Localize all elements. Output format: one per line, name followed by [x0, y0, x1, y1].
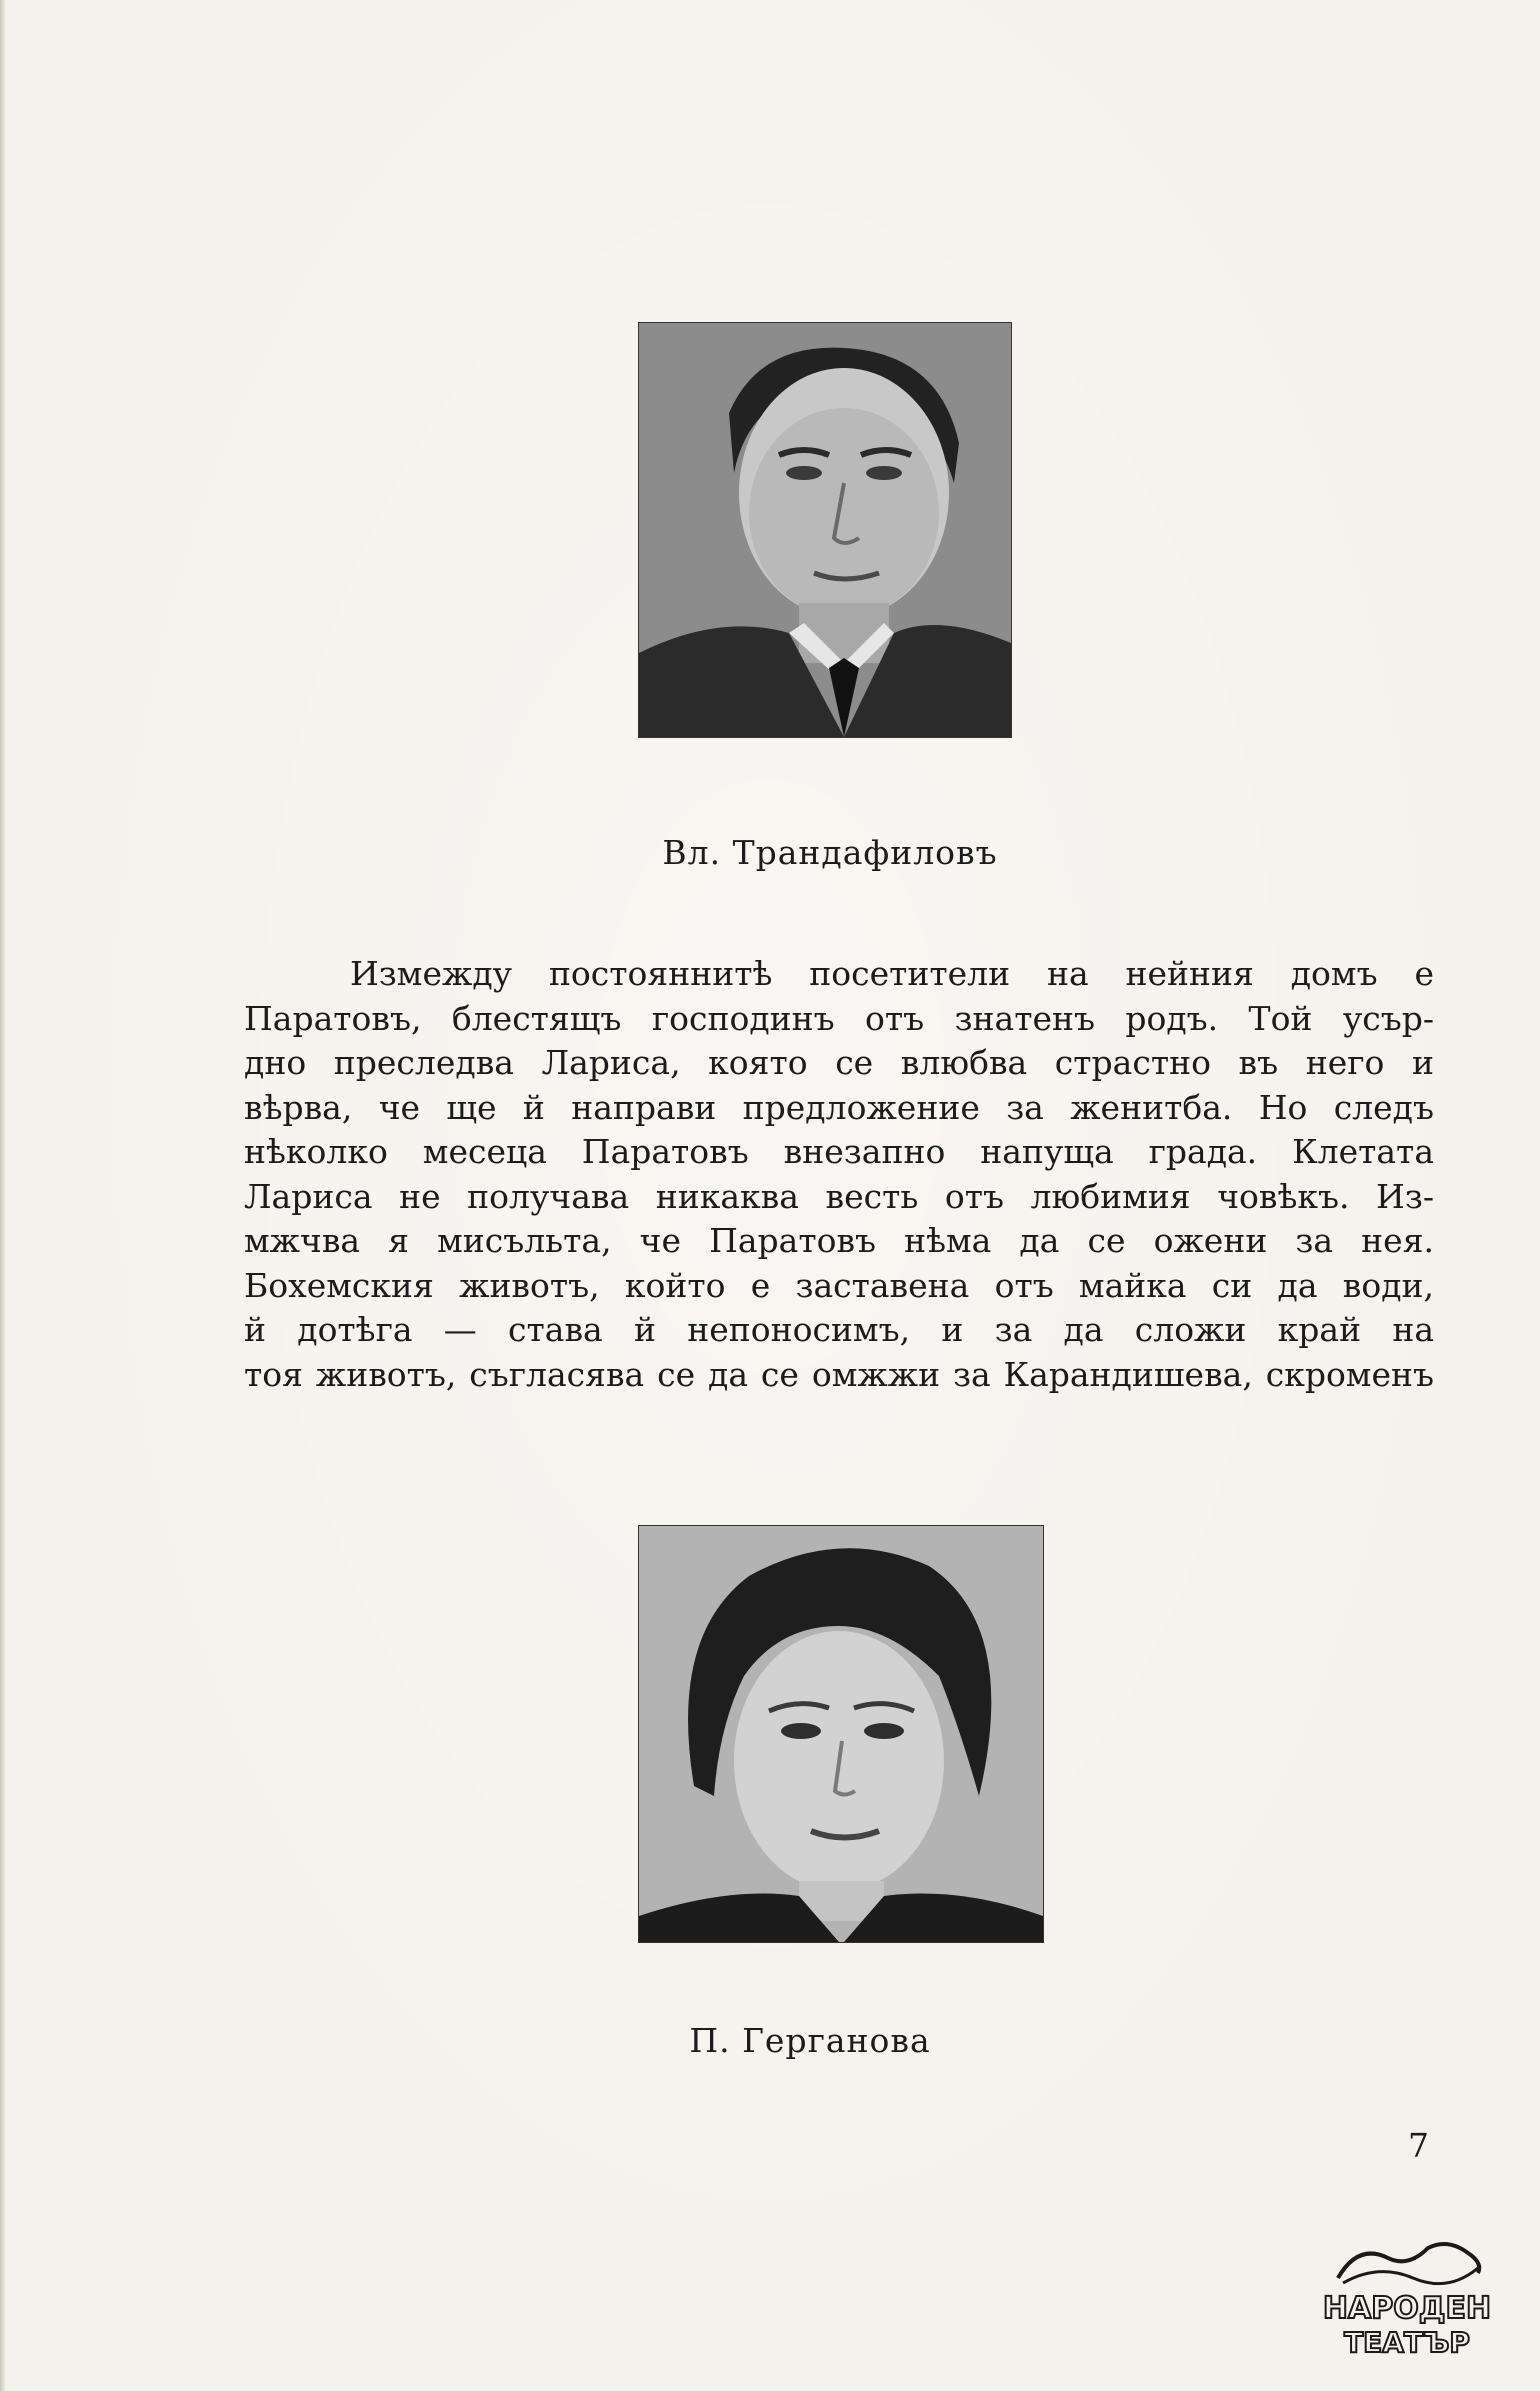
- body-paragraph: [244, 952, 1434, 1397]
- text-line: Паратовъ, блестящъ господинъ отъ знатенъ родъ. Той усър-: [244, 998, 1434, 1038]
- page-number: 7: [1408, 2126, 1429, 2165]
- svg-text:НАРОДЕН: НАРОДЕН: [1322, 2291, 1492, 2326]
- text-line: нѣколко месеца Паратовъ внезапно напуща града. Клетата: [244, 1132, 1434, 1171]
- text-line: Лариса не получава никаква весть отъ любимия човѣкъ. Из-: [244, 1176, 1434, 1216]
- text-line: вѣрва, че ще й направи предложение за женитба. Но следъ: [244, 1087, 1434, 1127]
- text-line: Бохемския животъ, който е заставена отъ майка си да води,: [244, 1265, 1434, 1305]
- text-line: тоя животъ, съгласява се да се омжжи за Карандишева, скроменъ: [244, 1354, 1434, 1394]
- portrait-man-image: [639, 323, 1011, 737]
- photo-caption-gerganova: П. Герганова: [689, 2021, 931, 2060]
- text-line: Измежду постояннитѣ посетители на нейния домъ е: [350, 954, 1434, 993]
- theatre-logo-icon: [1318, 2238, 1496, 2362]
- photo-caption-trandafilov: Вл. Трандафиловъ: [662, 833, 998, 872]
- portrait-photo-trandafilov: [638, 322, 1012, 738]
- portrait-woman-image: [639, 1526, 1043, 1942]
- national-theatre-stamp-logo: [1318, 2238, 1496, 2362]
- portrait-photo-gerganova: [638, 1525, 1044, 1943]
- text-line: дно преследва Лариса, която се влюбва страстно въ него и: [244, 1043, 1434, 1082]
- svg-text:ТЕАТЪР: ТЕАТЪР: [1344, 2326, 1470, 2359]
- text-line: й дотѣга — става й непоносимъ, и за да сложи край на: [244, 1310, 1434, 1349]
- text-line: мжчва я мисъльта, че Паратовъ нѣма да се ожени за нея.: [244, 1221, 1434, 1260]
- page-edge: [0, 0, 6, 2391]
